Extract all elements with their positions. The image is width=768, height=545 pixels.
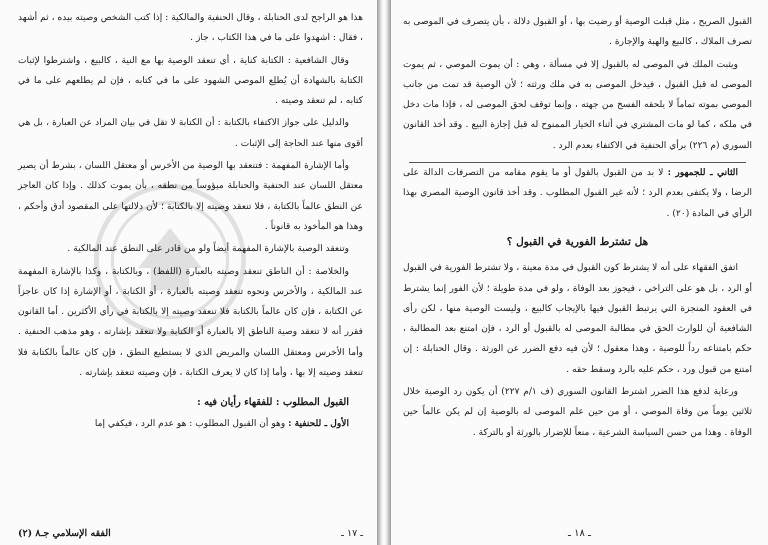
paragraph-5: ورعاية لدفع هذا الضرر اشترط القانون السوري (ف ١/م ٢٢٧) أن يكون رد الوصية خلال ثلاثين يوماً من وفاة الموصي ، أو من حين علم الموصى له بالوصية إن لم يكن عالماً حين الوفاة . وهذا من حسن السياسة الشرعية ، منعاً للإضرار بالورثة أو بالتركة .	[403, 387, 752, 438]
left-page-body	[18, 8, 363, 434]
paragraph-3: والدليل على جواز الاكتفاء بالكتابة : أن الكتابة لا تقل في بيان المراد عن العبارة ، بل هي أقوى منها عند الحاجة إلى الإثبات .	[18, 118, 363, 149]
paragraph-4: اتفق الفقهاء على أنه لا يشترط كون القبول في مدة معينة ، ولا تشترط الفورية في القبول أو الرد ، بل هو على التراخي ، فيجوز بعد الوفاة ، ولو في مدة طويلة ؛ لأن الفور إنما يشترط في العقود المنجزة التي يرتبط القبول فيها بالإيجاب كالبيع ، وليست الوصية منها ، لكن رأى الشافعية أن للوارث الحق في مطالبة الموصى له بالقبول أو الرد ، فإن امتنع بعد المطالبة ، حكم بامتناعه رداً للوصية ، وهذا معقول ؛ لأن فيه دفع الضرر عن الورثة . وقال الحنابلة : إن امتنع من قبول ورد ، حكم عليه بالرد وسقط حقه .	[403, 263, 752, 375]
book-gutter	[377, 0, 391, 545]
paragraph-1: هذا هو الراجح لدى الحنابلة ، وقال الحنفية والمالكية : إذا كتب الشخص وصيته بيده ، ثم أشهد ، فقال : اشهدوا على ما في هذا الكتاب ، جاز .	[18, 13, 363, 44]
paragraph-2: وقال الشافعية : الكتابة كناية ، أي تنعقد الوصية بها مع النية ، كالبيع ، واشترطوا لإثبات الكتابة بالشهادة أن يُطلِع الموصي الشهود على ما في كتابه ، فإن لم يطلعهم على ما في كتابه ، لم تنعقد وصيته .	[18, 55, 363, 107]
paragraph-2: ويثبت الملك في الموصى له بالقبول إلا في مسألة ، وهي : أن يموت الموصي ، ثم يموت الموصى له قبل القبول ، فيدخل الموصى به في ملك ورثته ؛ لأن الوصية قد تمت من جانب الموصي بموته تماماً لا يلحقه الفسخ من جهته ، وإنما توقف لحق الموصى له ، فإذا مات دخل في ملكه ، كما لو مات المشتري في أثناء الخيار الممنوح له قبل إجازة البيع . وقد أخذ القانون السوري (م ٢٢٦) برأي الحنفية في الاكتفاء بعدم الرد .	[403, 59, 752, 151]
right-page-body	[403, 12, 752, 443]
opinion-lead: الأول ـ للحنفية :	[288, 417, 349, 429]
left-page-number: ـ ١٧ ـ	[341, 528, 363, 539]
paragraph-5: وتنعقد الوصية بالإشارة المفهمة أيضاً ولو من قادر على النطق عند المالكية .	[67, 244, 349, 255]
opinion-text: لا بد من القبول بالقول أو ما يقوم مقامه من التصرفات الدالة على الرضا ، ولا يكتفى بعدم الرد ؛ لأنه غير القبول المطلوب . وقد أخذ قانون الوصية المصري بهذا الرأي في المادة (٢٠) .	[403, 168, 752, 219]
left-footer	[18, 528, 363, 539]
left-page	[0, 0, 377, 545]
paragraph-1: القبول الصريح ، مثل قبلت الوصية أو رضيت بها ، أو القبول دلالة ، بأن يتصرف في الموصى به تصرف الملاك ، كالبيع والهبة والإجارة .	[403, 17, 752, 48]
signature-mark: الفقه الإسلامي جـ٨ (٢)	[18, 528, 111, 539]
opinion-text: وهو أن القبول المطلوب : هو عدم الرد ، فيكفي إما	[94, 418, 286, 429]
paragraph-4: وأما الإشارة المفهمة : فتنعقد بها الوصية من الأخرس أو معتقل اللسان ، بشرط أن يصير معتقل اللسان عند الحنفية والحنابلة ميؤوساً من نطقه ، بأن يموت كذلك . وإذا كان العاجز عن النطق عالماً بالكتابة ، فلا تنعقد وصيته إلا بالكتابة ؛ لأن دلالتها على المقصود أدق وأحكم ، وهذا هو المأخوذ به قانوناً .	[18, 161, 363, 232]
right-page	[391, 0, 768, 545]
right-page-number: ـ ١٨ ـ	[568, 528, 591, 539]
paragraph-7	[18, 414, 363, 434]
paragraph-6: والخلاصة : أن الناطق تنعقد وصيته بالعبارة (اللفظ) ، وبالكتابة ، وكذا بالإشارة المفهمة عند المالكية ، والأخرس ونحوه تنعقد وصيته بالعبارة ، أو الكتابة ، أو الإشارة إذا كان عاجزاً عن الكتابة ، فإن كان عالماً بالكتابة فلا تنعقد وصيته إلا بالكتابة في رأي الأكثرين . أما القانون فقرر أنه لا تنعقد وصية الناطق إلا بالعبارة أو الكتابة ولا تنعقد بإشارته ، وهو مذهب الحنفية . وأما الأخرس ومعتقل اللسان والمريض الذي لا يستطيع النطق ، فإن كان عالماً بالكتابة فلا تنعقد وصيته إلا بها ، وأما إذا كان لا يعرف الكتابة ، فإن وصيته تنعقد بإشارته .	[18, 266, 363, 379]
section-title: القبول المطلوب : للفقهاء رأيان فيه :	[197, 397, 349, 409]
section-heading: هل تشترط الفورية في القبول ؟	[506, 235, 649, 248]
paragraph-3	[403, 163, 752, 224]
opinion-lead: الثاني ـ للجمهور :	[667, 167, 738, 179]
